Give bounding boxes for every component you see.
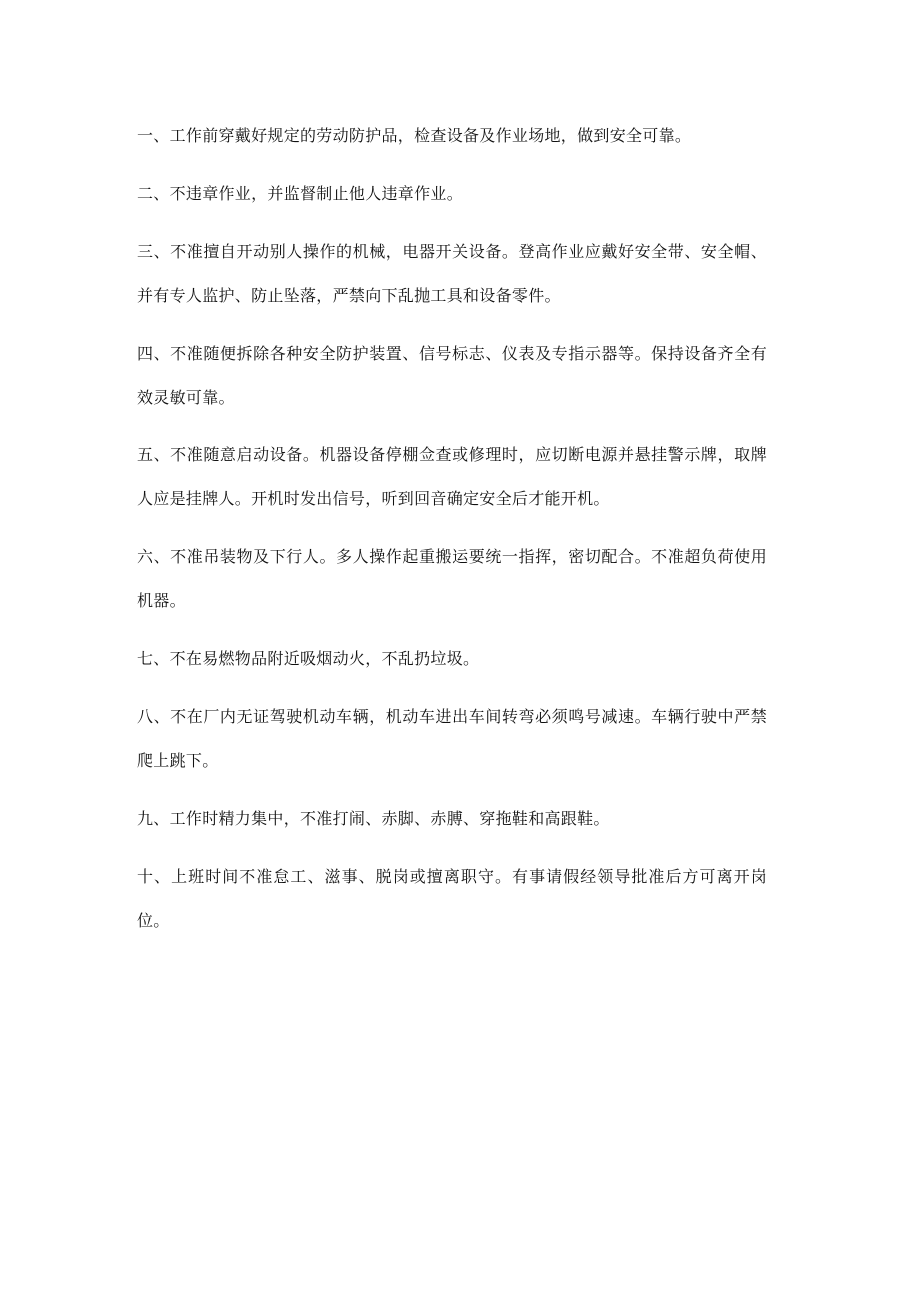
rule-3: 三、不准擅自开动别人操作的机械，电器开关设备。登高作业应戴好安全带、安全帽、并有专人监护、防止坠落，严禁向下乱抛工具和设备零件。 xyxy=(137,242,767,305)
rule-10: 十、上班时间不准怠工、滋事、脱岗或擅离职守。有事请假经领导批准后方可离开岗位。 xyxy=(137,867,767,930)
rule-5: 五、不准随意启动设备。机器设备停棚佥查或修理时，应切断电源并悬挂警示牌，取牌人应是挂牌人。开机时发出信号，听到回音确定安全后才能开机。 xyxy=(137,445,767,508)
rule-6: 六、不准吊装物及下行人。多人操作起重搬运要统一指挥，密切配合。不准超负荷使用机器。 xyxy=(137,547,767,610)
rule-9: 九、工作时精力集中，不准打闹、赤脚、赤膊、穿拖鞋和高跟鞋。 xyxy=(137,809,610,828)
rule-8: 八、不在厂内无证驾驶机动车辆，机动车进出车间转弯必须鸣号减速。车辆行驶中严禁爬上跳下。 xyxy=(137,707,767,770)
rule-2: 二、不违章作业，并监督制止他人违章作业。 xyxy=(137,184,464,203)
rule-1: 一、工作前穿戴好规定的劳动防护品，检查设备及作业场地，做到安全可靠。 xyxy=(137,126,692,145)
rule-7: 七、不在易燃物品附近吸烟动火，不乱扔垃圾。 xyxy=(137,649,480,668)
rule-4: 四、不准随便拆除各种安全防护装置、信号标志、仪表及专指示器等。保持设备齐全有效灵敏可靠。 xyxy=(137,344,767,407)
